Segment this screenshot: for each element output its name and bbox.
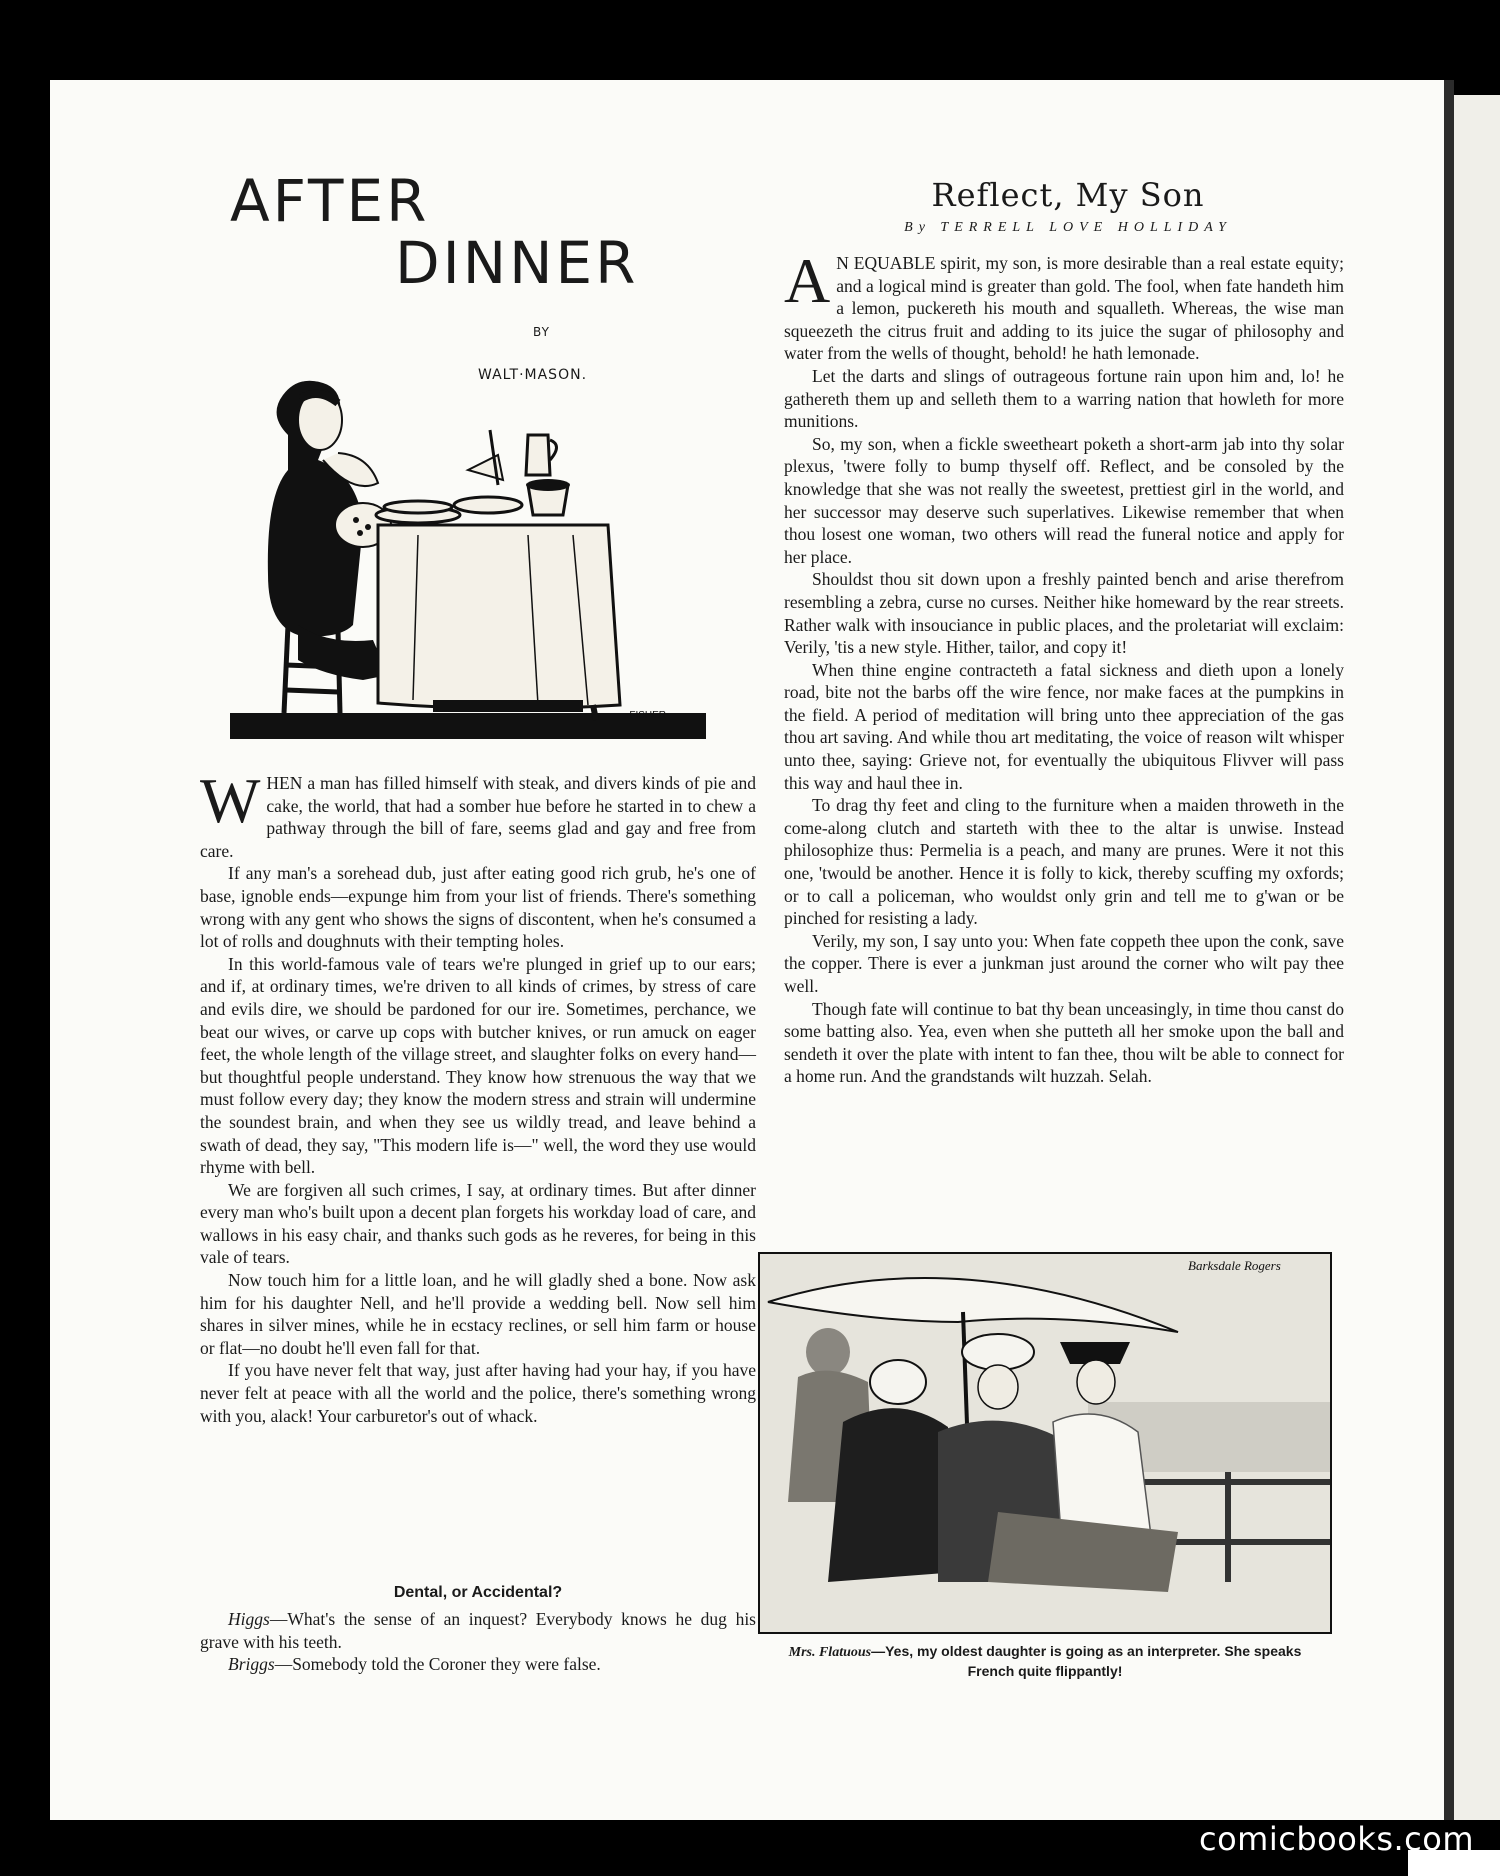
paragraph: So, my son, when a fickle sweetheart poketh a short-arm jab into thy solar plexus, 'twere folly to bump thyself off. Reflect, and be consoled by the knowledge that she was not really the sweetest, prettiest girl in the world, and her successor may deserve such superlatives. Likewise remember that when thou losest one woman, two others will read the funeral notice and apply for her place. bbox=[784, 433, 1344, 567]
paragraph bbox=[784, 245, 1344, 365]
caption-speaker: Mrs. Flatuous bbox=[788, 1645, 872, 1660]
paragraph: In this world-famous vale of tears we're plunged in grief up to our ears; and if, at ordinary times, we're driven to all kinds of crimes, by stress of care and evils dire, we should be pardoned for our ire. Sometimes, perchance, we beat our wives, or carve up cops with butcher knives, or run amuck on eager feet, the whole length of the village street, and slaughter folks on every hand—but thoughtful people understand. They know how strenuous the way that we must follow every day; they know the modern stress and strain will undermine the soundest brain, and when they see us wildly tread, and leave behind a swath of dead, they say, "This modern life is—" well, the word they use would rhyme with bell. bbox=[200, 953, 756, 1178]
illustration-signature-right: Barksdale Rogers bbox=[1188, 1258, 1281, 1273]
article-title-reflect: Reflect, My Son bbox=[931, 176, 1205, 214]
paragraph: Let the darts and slings of outrageous fortune rain upon him and, lo! he gathereth them up and selleth them to a warring nation that howleth for more munitions. bbox=[784, 365, 1344, 432]
after-dinner-body bbox=[200, 765, 756, 1427]
paragraph: Verily, my son, I say unto you: When fate coppeth thee upon the conk, save the copper. There is ever a junkman just around the corner who wilt pay thee well. bbox=[784, 930, 1344, 996]
paragraph: If any man's a sorehead dub, just after eating good rich grub, he's one of base, ignoble ends—expunge him from your list of friends. There's something wrong with any gent who shows the signs of discontent, when he's consumed a lot of rolls and doughnuts with their tempting holes. bbox=[200, 863, 756, 952]
dialogue-line bbox=[200, 1608, 756, 1653]
speaker-name: Briggs bbox=[228, 1654, 275, 1675]
illustration-signature-left: -FISHER- bbox=[626, 710, 670, 721]
title-line-2: DINNER bbox=[395, 229, 639, 297]
paragraph: Now touch him for a little loan, and he will gladly shed a bone. Now ask him for his daughter Nell, and he'll provide a wedding bell. Now sell him shares in silver mines, while he in ecstacy reclines, or sell him farm or house or flat—no doubt he'll even fall for that. bbox=[200, 1270, 756, 1358]
paragraph: We are forgiven all such crimes, I say, at ordinary times. But after dinner every man who's built upon a decent plan forgets his workday load of care, and wallows in his easy chair, and thanks such gods as he reveres, for being in this vale of tears. bbox=[200, 1179, 756, 1268]
illustration-caption bbox=[770, 1642, 1320, 1680]
paragraph: If you have never felt that way, just after having had your hay, if you have never felt at peace with all the world and the police, there's something wrong with you, alack! Your carburetor's out of whack. bbox=[200, 1360, 756, 1426]
dropcap-a: A bbox=[784, 245, 831, 316]
byline-author: WALT·MASON. bbox=[478, 367, 588, 383]
byline-by: BY bbox=[533, 325, 550, 339]
caption-text: —Yes, my oldest daughter is going as an interpreter. She speaks French quite flippantly! bbox=[871, 1643, 1302, 1679]
after-dinner-illustration bbox=[228, 375, 708, 745]
paragraph: Shouldst thou sit down upon a freshly painted bench and arise therefrom resembling a zebra, curse no curses. Neither hike homeward by the rear streets. Rather walk with insouciance in public places, and the proletariat will exclaim: Verily, 'tis a new style. Hither, tailor, and copy it! bbox=[784, 569, 1344, 658]
reflect-body bbox=[784, 245, 1344, 1088]
title-line-1: AFTER bbox=[230, 167, 430, 235]
speaker-name: Higgs bbox=[228, 1609, 270, 1629]
paragraph: To drag thy feet and cling to the furniture when a maiden throweth in the come-along clutch and starteth with thee to the altar is unwise. Instead philosophize thus: Permelia is a peach, and many are prunes. Were it not this one, 'twould be another. Hence it is folly to kick, thereby scuffing my oxfords; or to call a policeman, who wouldst only grin and tell me to g'wan or be pinched for resisting a lady. bbox=[784, 795, 1344, 929]
dialogue-line bbox=[200, 1653, 756, 1676]
byline-holliday: By TERRELL LOVE HOLLIDAY bbox=[904, 220, 1232, 235]
paragraph-text: N EQUABLE spirit, my son, is more desirable than a real estate equity; and a logical mind is greater than gold. The fool, when fate handeth him a lemon, puckereth his mouth and squalleth. Whereas, the wise man squeezeth the citrus fruit and adding to its juice the sugar of philosophy and water from the wells of thought, behold! he hath lemonade. bbox=[784, 253, 1344, 364]
paragraph: When thine engine contracteth a fatal sickness and dieth upon a lonely road, bite not the barbs off the wire fence, nor make faces at the pumpkins in the field. A period of meditation will bring unto thee appreciation of the gas thou art saving. And while thou art meditating, the voice of reason wilt whisper unto thee, saying: Grieve not, for eventually the ubiquitous Flivver will pass this way and haul thee in. bbox=[784, 659, 1344, 793]
dialogue-text: —What's the sense of an inquest? Everybody knows he dug his grave with his teeth. bbox=[200, 1609, 756, 1652]
dental-heading: Dental, or Accidental? bbox=[393, 1584, 563, 1601]
dropcap-w: W bbox=[200, 765, 261, 836]
book-spine bbox=[1444, 80, 1454, 1820]
paragraph bbox=[200, 765, 756, 862]
watermark: comicbooks.com bbox=[1198, 1820, 1474, 1858]
paragraph: Though fate will continue to bat thy bean unceasingly, in time thou canst do some batting also. Yea, even when she putteth all her smoke upon the ball and sendeth it over the plate with intent to fan thee, thou wilt be able to connect for a home run. And the grandstands wilt huzzah. Selah. bbox=[784, 998, 1344, 1087]
dental-joke bbox=[200, 1608, 756, 1676]
dialogue-text: —Somebody told the Coroner they were false. bbox=[274, 1654, 601, 1675]
beach-illustration bbox=[758, 1252, 1332, 1634]
facing-page-edge bbox=[1454, 95, 1500, 1820]
article-title-after-dinner bbox=[230, 167, 720, 297]
paragraph-text: HEN a man has filled himself with steak, and divers kinds of pie and cake, the world, that had a somber hue before he started in to chew a pathway through the bill of fare, seems glad and gay and free from care. bbox=[200, 773, 756, 861]
